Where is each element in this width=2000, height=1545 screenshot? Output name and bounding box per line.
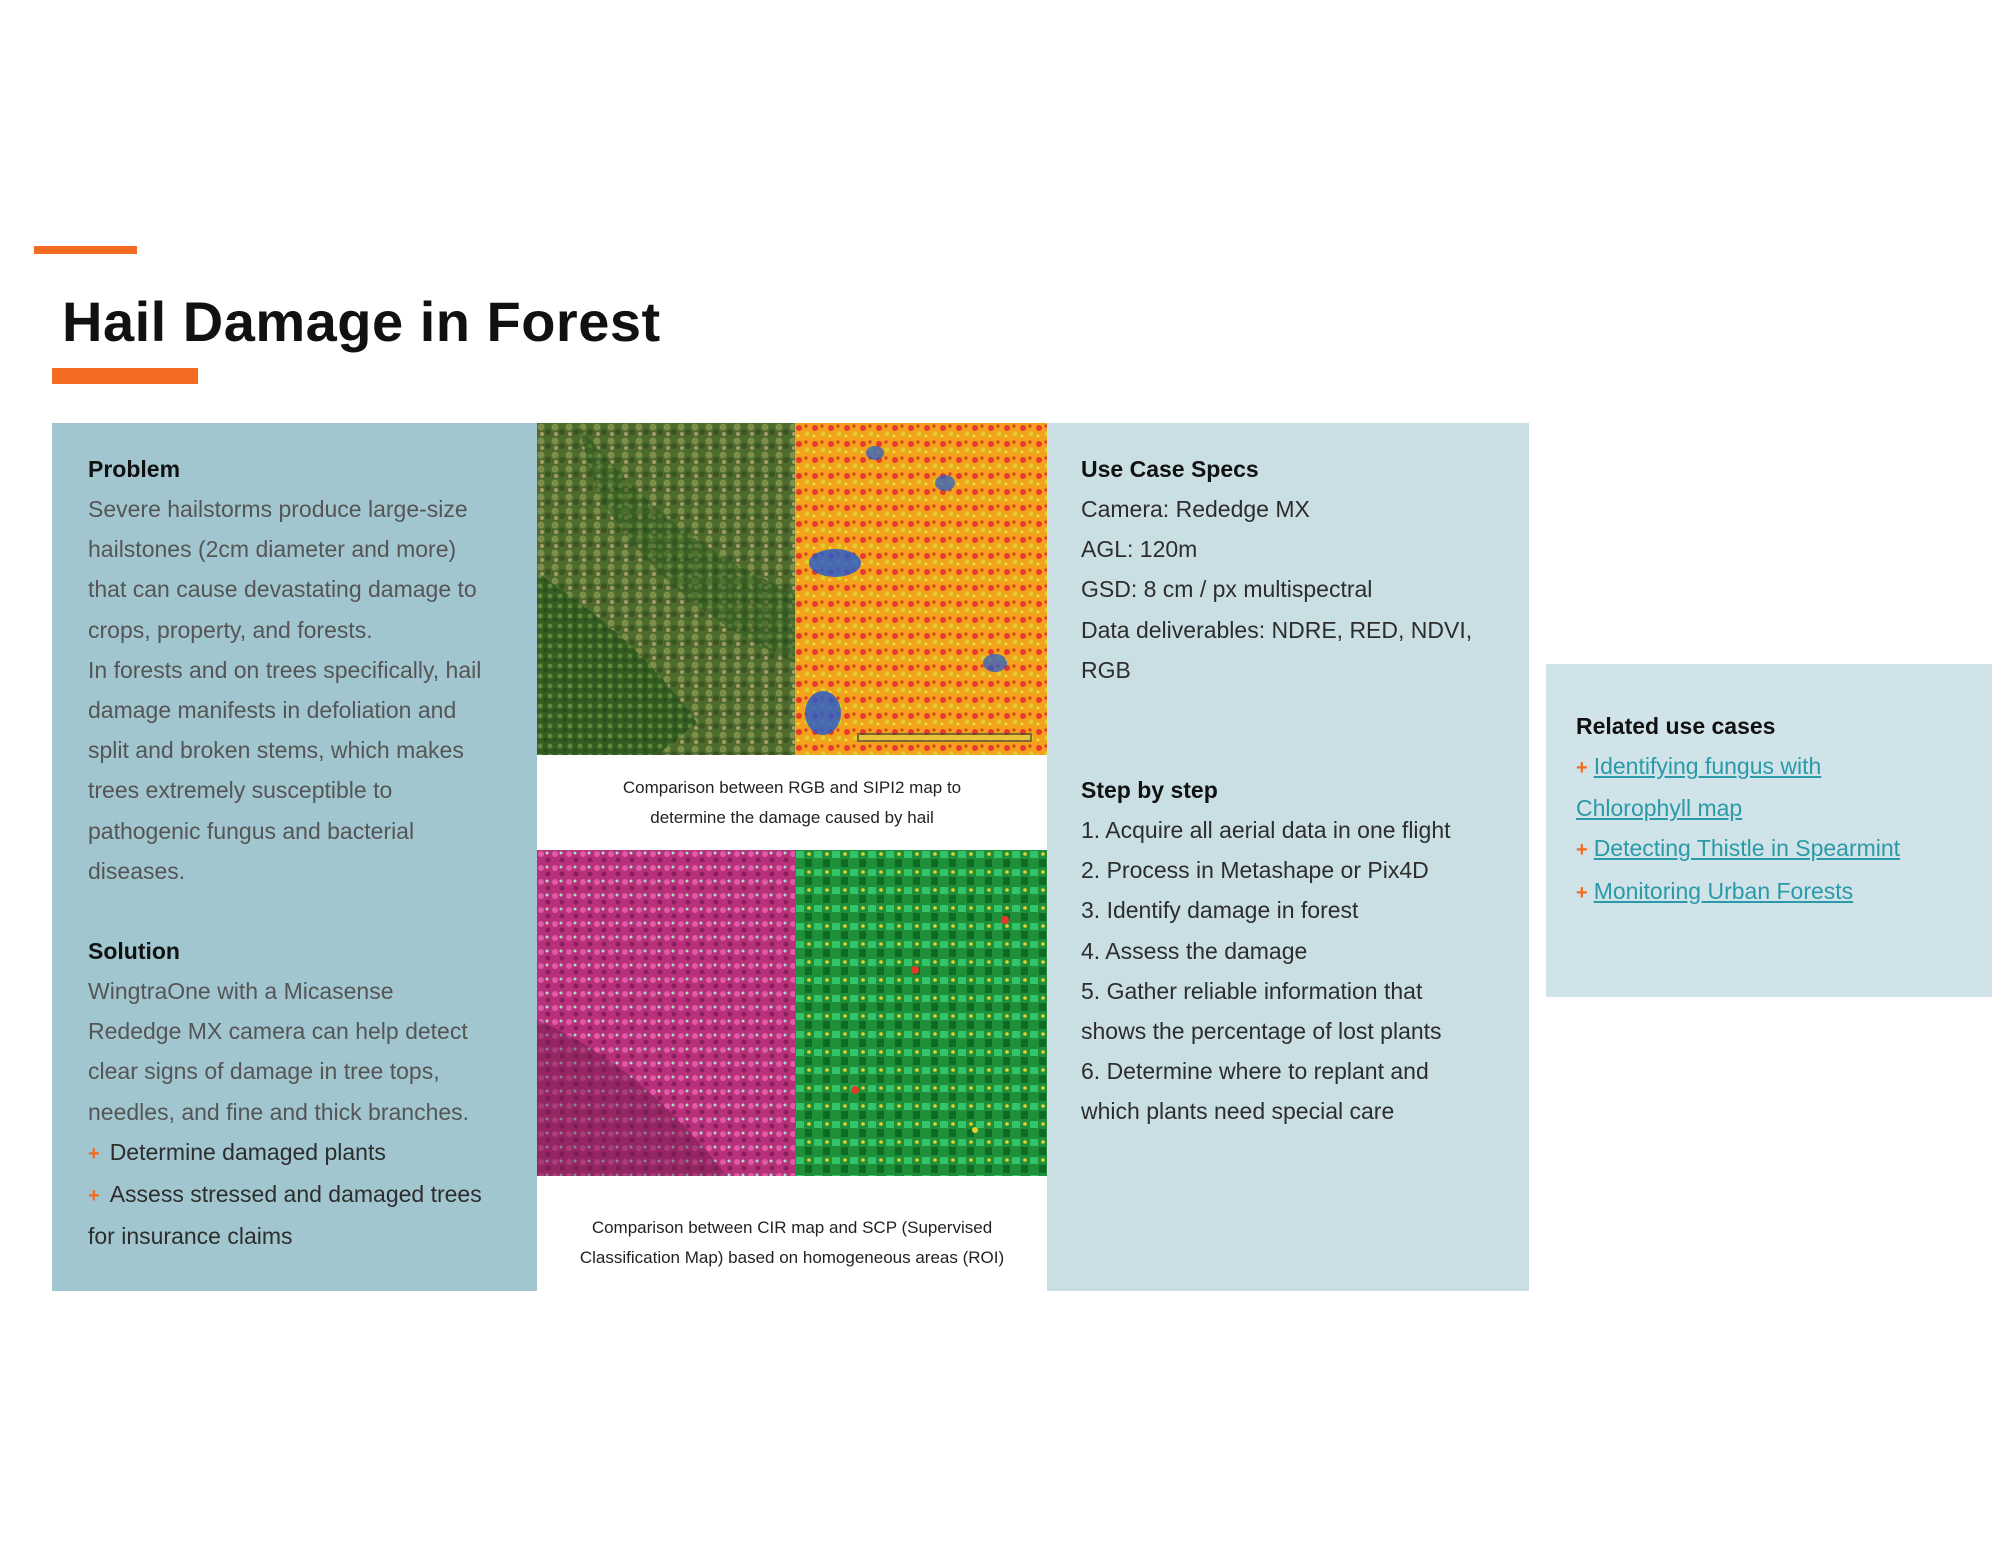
plus-icon: + bbox=[1576, 839, 1588, 862]
related-item bbox=[1576, 871, 1972, 913]
problem-line: hailstones (2cm diameter and more) bbox=[88, 536, 457, 563]
problem-line: In forests and on trees specifically, hail bbox=[88, 656, 482, 683]
image-comparison-panel bbox=[537, 423, 1047, 1291]
problem-line: crops, property, and forests. bbox=[88, 616, 373, 643]
related-item bbox=[1576, 828, 1972, 870]
problem-solution-panel bbox=[52, 423, 537, 1291]
step-line: 1. Acquire all aerial data in one flight bbox=[1081, 817, 1451, 844]
caption-top-line: Comparison between RGB and SIPI2 map to bbox=[622, 778, 962, 797]
problem-line: trees extremely susceptible to bbox=[88, 777, 393, 804]
specs-steps-panel bbox=[1047, 423, 1529, 1291]
plus-icon: + bbox=[88, 1185, 100, 1208]
specs-line: Data deliverables: NDRE, RED, NDVI, bbox=[1081, 616, 1473, 643]
related-link-fungus[interactable]: Identifying fungus with bbox=[1593, 753, 1822, 779]
solution-bullet-continuation: for insurance claims bbox=[88, 1223, 293, 1250]
title-accent-bar-bottom bbox=[52, 368, 198, 384]
related-link-urban-forests[interactable]: Monitoring Urban Forests bbox=[1593, 877, 1854, 904]
solution-bullet: + Assess stressed and damaged trees bbox=[88, 1181, 482, 1208]
problem-line: diseases. bbox=[88, 857, 186, 884]
plus-icon: + bbox=[1576, 881, 1588, 904]
rgb-forest-image bbox=[537, 423, 795, 755]
step-line: 6. Determine where to replant and bbox=[1081, 1058, 1429, 1085]
step-line: 3. Identify damage in forest bbox=[1081, 897, 1359, 924]
related-use-cases-panel bbox=[1546, 664, 1992, 997]
specs-line: AGL: 120m bbox=[1081, 536, 1198, 563]
related-link-thistle[interactable]: Detecting Thistle in Spearmint bbox=[1593, 835, 1901, 862]
step-line: 2. Process in Metashape or Pix4D bbox=[1081, 857, 1429, 884]
problem-heading: Problem bbox=[88, 456, 181, 482]
cir-map-image bbox=[537, 850, 795, 1176]
related-item-continuation bbox=[1576, 788, 1972, 828]
problem-line: damage manifests in defoliation and bbox=[88, 697, 457, 724]
specs-line: Camera: Rededge MX bbox=[1081, 496, 1310, 522]
solution-heading: Solution bbox=[88, 938, 180, 965]
caption-bottom-line: Comparison between CIR map and SCP (Supervised bbox=[591, 1218, 993, 1237]
related-link-fungus-continued[interactable]: Chlorophyll map bbox=[1576, 795, 1743, 822]
step-line: 5. Gather reliable information that bbox=[1081, 977, 1423, 1004]
title-accent-bar-top bbox=[34, 246, 137, 254]
sipi2-map-image bbox=[795, 423, 1047, 755]
problem-line: Severe hailstorms produce large-size bbox=[88, 496, 468, 522]
plus-icon: + bbox=[88, 1142, 100, 1165]
solution-bullet: + Determine damaged plants bbox=[88, 1138, 386, 1165]
caption-top-line: determine the damage caused by hail bbox=[650, 808, 934, 827]
specs-line: GSD: 8 cm / px multispectral bbox=[1081, 576, 1373, 603]
solution-line: WingtraOne with a Micasense bbox=[88, 978, 394, 1005]
caption-bottom-line: Classification Map) based on homogeneous areas (ROI) bbox=[579, 1248, 1005, 1267]
step-line: shows the percentage of lost plants bbox=[1081, 1018, 1442, 1045]
step-line: 4. Assess the damage bbox=[1081, 937, 1308, 964]
specs-heading: Use Case Specs bbox=[1081, 456, 1259, 482]
solution-line: Rededge MX camera can help detect bbox=[88, 1018, 468, 1045]
page-title: Hail Damage in Forest bbox=[62, 290, 661, 353]
solution-line: clear signs of damage in tree tops, bbox=[88, 1058, 440, 1085]
scp-classification-map-image bbox=[795, 850, 1047, 1176]
step-line: which plants need special care bbox=[1081, 1098, 1395, 1125]
related-item bbox=[1576, 746, 1972, 788]
plus-icon: + bbox=[1576, 757, 1588, 779]
steps-heading: Step by step bbox=[1081, 777, 1218, 804]
problem-line: split and broken stems, which makes bbox=[88, 737, 464, 764]
problem-line: pathogenic fungus and bacterial bbox=[88, 817, 415, 844]
solution-line: needles, and fine and thick branches. bbox=[88, 1098, 470, 1125]
problem-line: that can cause devastating damage to bbox=[88, 576, 477, 603]
specs-line: RGB bbox=[1081, 656, 1131, 683]
related-heading: Related use cases bbox=[1576, 713, 1776, 739]
